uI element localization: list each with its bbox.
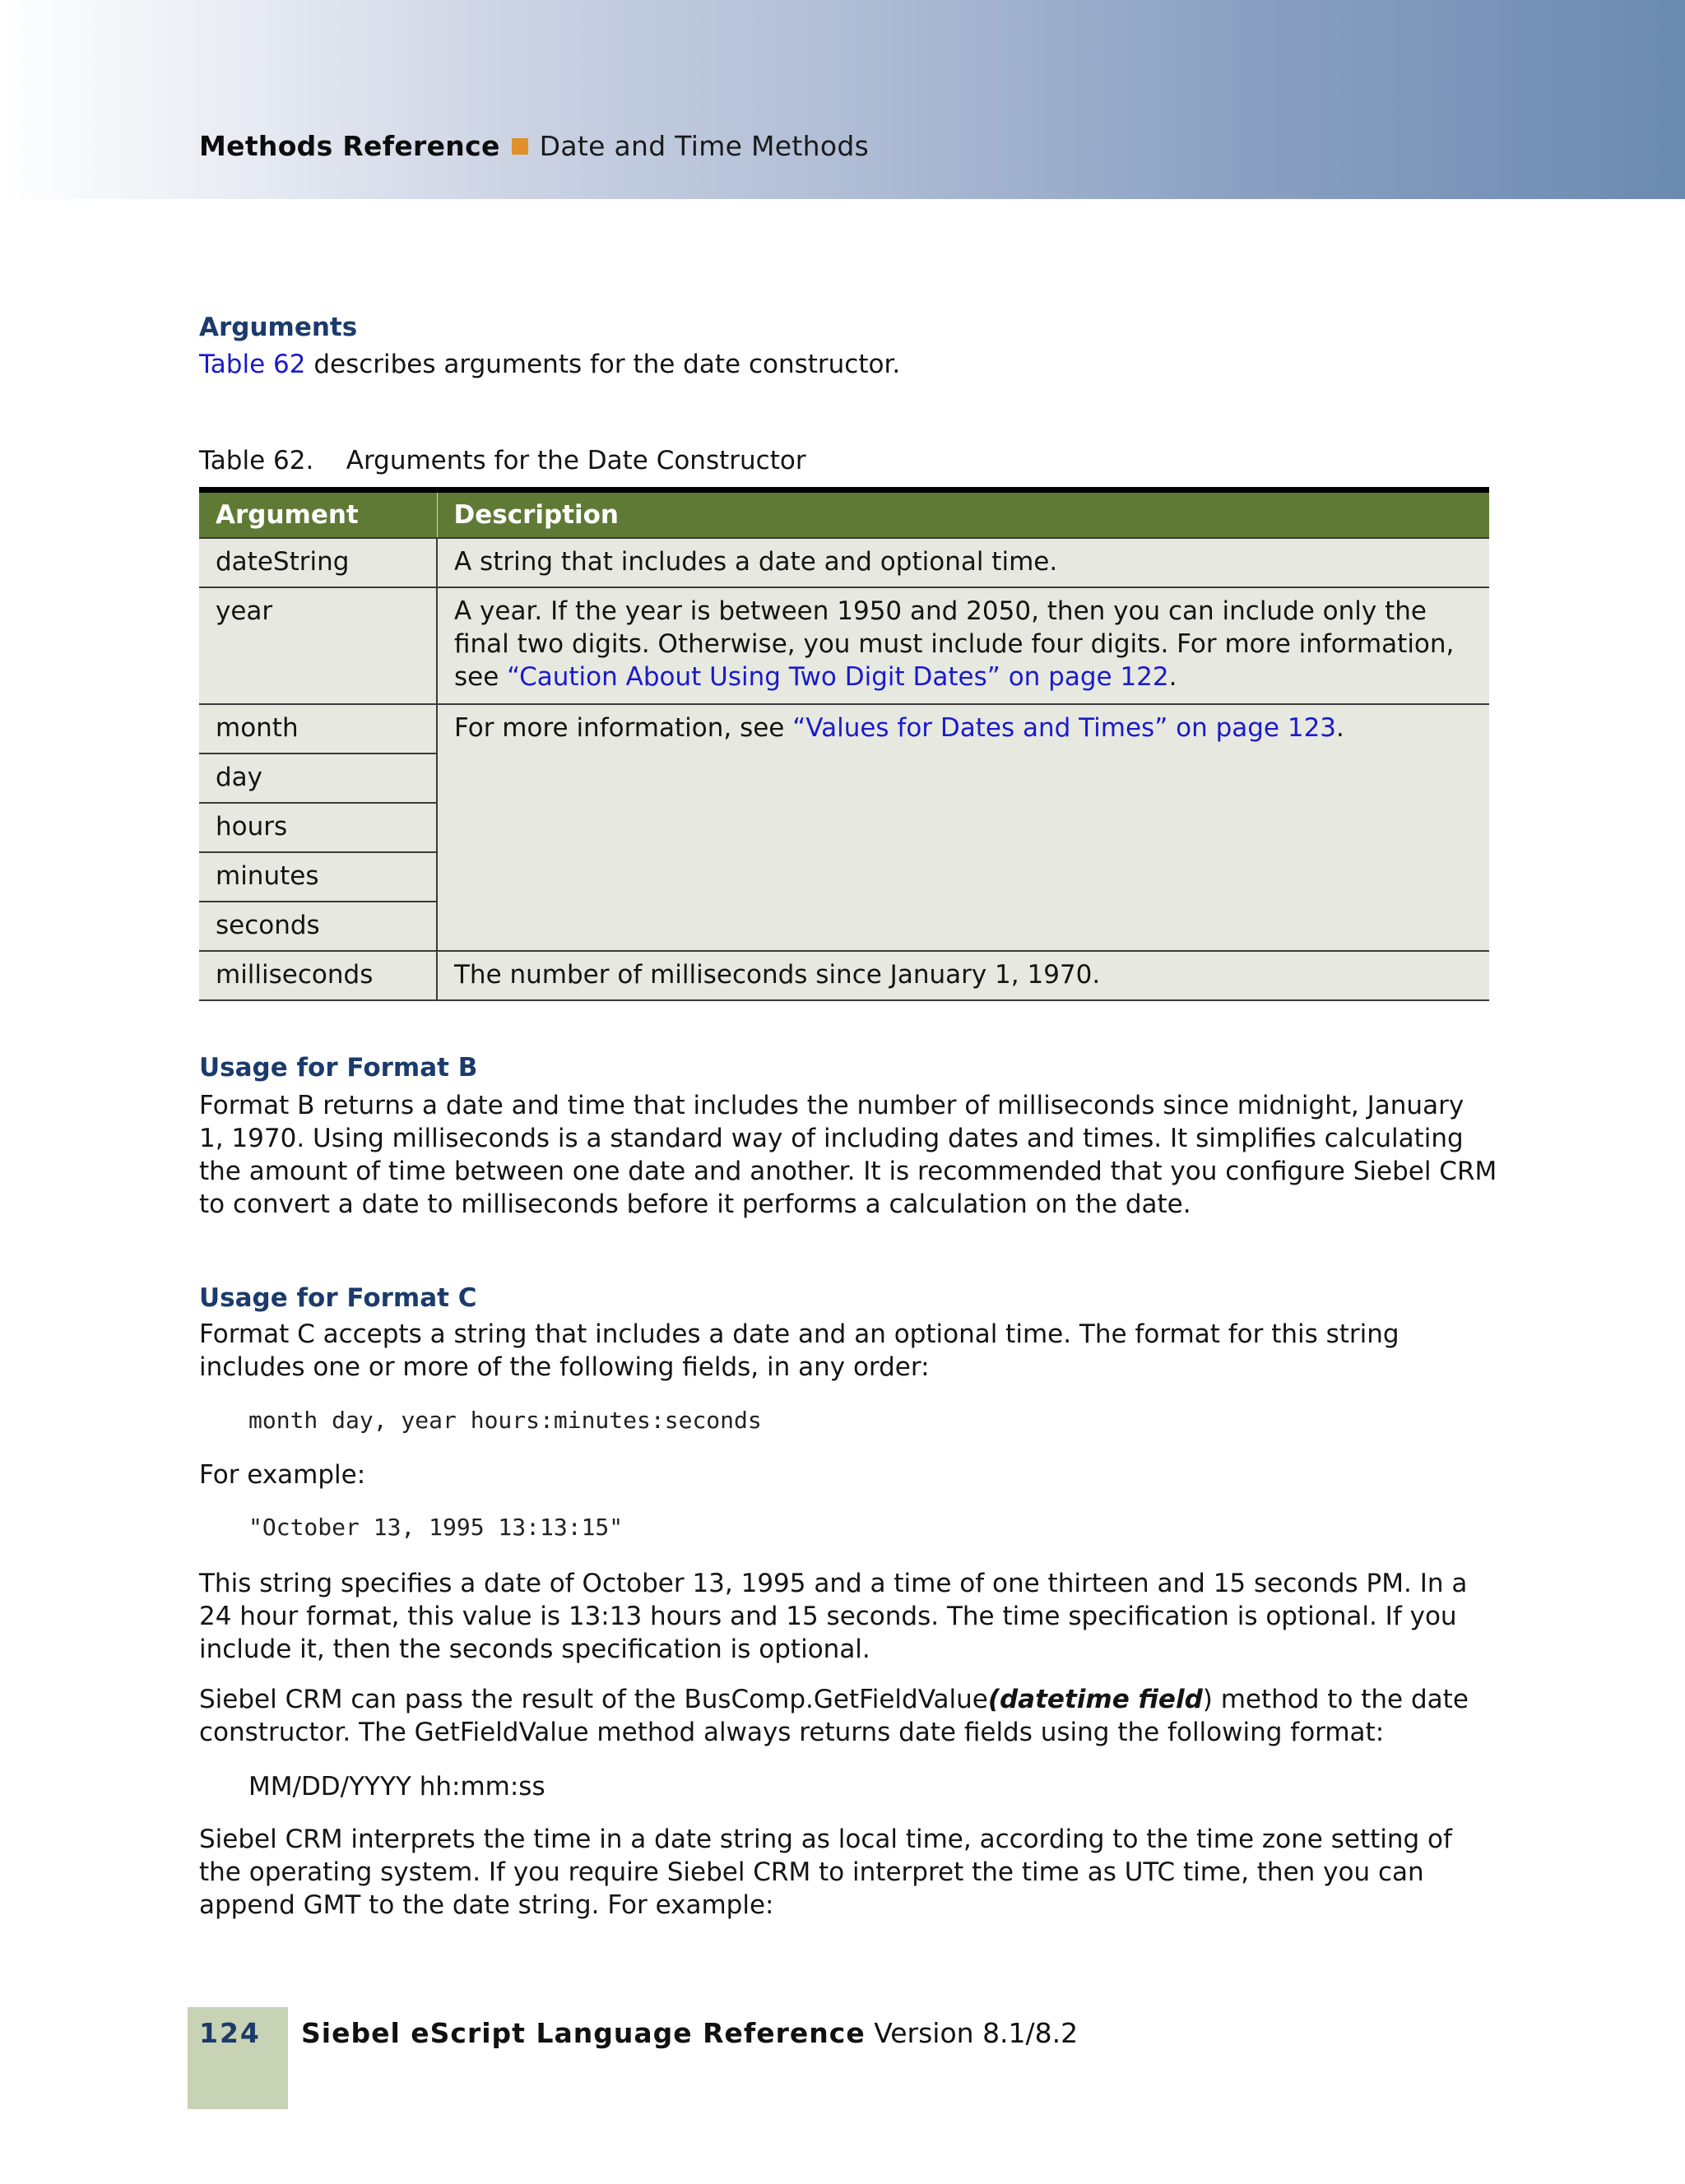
footer-book-title: Siebel eScript Language Reference Version 8.1/8.2 <box>301 2017 1079 2049</box>
table-62-link[interactable]: Table 62 <box>199 350 306 379</box>
header-subsection: Date and Time Methods <box>539 130 870 162</box>
column-header-argument: Argument <box>199 490 437 539</box>
arguments-intro: Table 62 describes arguments for the date constructor. <box>199 350 901 379</box>
description-cell: A year. If the year is between 1950 and 2050, then you can include only the final two digits. Otherwise, you must include four digits. For more information, see “Caution About Using Two Digit Dates” on page 122. <box>437 587 1489 704</box>
argument-cell: hours <box>199 803 437 852</box>
argument-cell: year <box>199 587 437 704</box>
values-dates-times-link[interactable]: “Values for Dates and Times” on page 123 <box>792 713 1337 743</box>
description-cell: A string that includes a date and optional time. <box>437 538 1489 587</box>
argument-cell: seconds <box>199 902 437 951</box>
arguments-table <box>199 487 1489 1001</box>
table-row <box>199 538 1489 587</box>
argument-cell: day <box>199 754 437 803</box>
getfieldvalue-paragraph: Siebel CRM can pass the result of the BusComp.GetFieldValue(datetime field) method to the date constructor. The GetFieldValue method always returns date fields using the following format: <box>199 1685 1469 1747</box>
argument-cell: milliseconds <box>199 951 437 1000</box>
header-band <box>0 0 1685 199</box>
format-b-body: Format B returns a date and time that includes the number of milliseconds since midnight, January 1, 1970. Using milliseconds is a standard way of including dates and times. It simplifies calculating the amount of time between one date and another. It is recommended that you configure Siebel CRM to convert a date to milliseconds before it performs a calculation on the date. <box>199 1091 1497 1219</box>
example-description: This string specifies a date of October 13, 1995 and a time of one thirteen and 15 seconds PM. In a 24 hour format, this value is 13:13 hours and 15 seconds. The time specification is optional. If you include it, then the seconds specification is optional. <box>199 1569 1468 1664</box>
arguments-heading: Arguments <box>199 313 358 342</box>
column-header-description: Description <box>437 490 1489 539</box>
description-cell: The number of milliseconds since January 1, 1970. <box>437 951 1489 1000</box>
format-b-heading: Usage for Format B <box>199 1053 478 1083</box>
table-header-row <box>199 490 1489 539</box>
caution-two-digit-dates-link[interactable]: “Caution About Using Two Digit Dates” on page 122 <box>507 662 1169 692</box>
timezone-paragraph: Siebel CRM interprets the time in a date string as local time, according to the time zone setting of the operating system. If you require Siebel CRM to interpret the time as UTC time, then you can append GMT to the date string. For example: <box>199 1825 1452 1920</box>
table-row <box>199 951 1489 1000</box>
date-format-line: MM/DD/YYYY hh:mm:ss <box>248 1772 545 1801</box>
example-label: For example: <box>199 1460 366 1490</box>
argument-cell: minutes <box>199 852 437 902</box>
format-code-line: month day, year hours:minutes:seconds <box>248 1407 762 1434</box>
argument-cell: dateString <box>199 538 437 587</box>
header-separator-square <box>512 138 528 155</box>
format-c-heading: Usage for Format C <box>199 1283 477 1313</box>
argument-cell: month <box>199 704 437 754</box>
table-row <box>199 587 1489 704</box>
description-cell: For more information, see “Values for Dates and Times” on page 123. <box>437 704 1489 951</box>
table-row <box>199 704 1489 754</box>
header-section: Methods Reference <box>199 130 500 162</box>
table-caption: Table 62. Arguments for the Date Constructor <box>199 446 806 475</box>
example-code-line: "October 13, 1995 13:13:15" <box>248 1514 624 1541</box>
format-c-intro: Format C accepts a string that includes a date and an optional time. The format for this string includes one or more of the following fields, in any order: <box>199 1319 1400 1382</box>
running-header <box>199 130 869 162</box>
page-number: 124 <box>199 2017 261 2049</box>
